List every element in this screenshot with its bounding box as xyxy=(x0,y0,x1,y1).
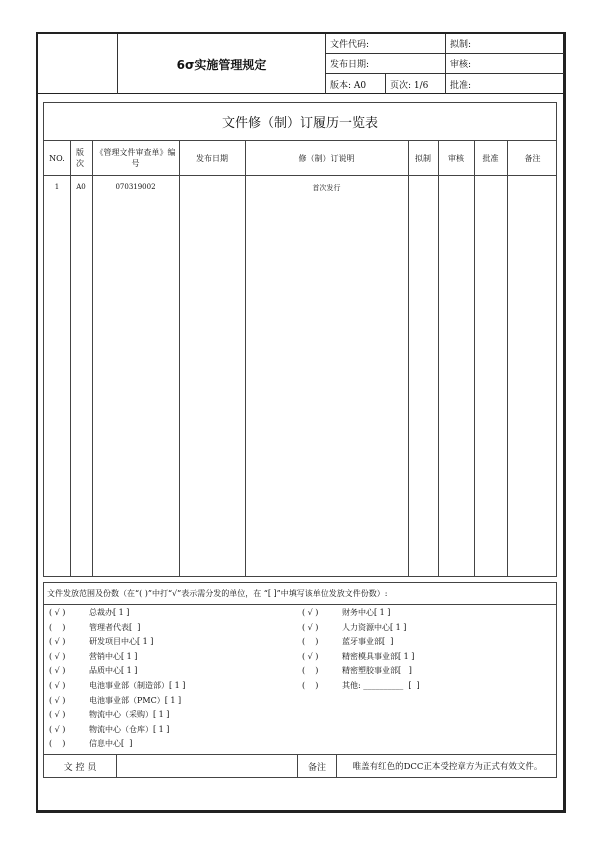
distribution-checkbox[interactable]: ( √ ) xyxy=(49,608,66,617)
distribution-unit: 电池事业部（PMC）[ 1 ] xyxy=(89,695,182,705)
distribution-checkbox[interactable]: ( ) xyxy=(302,666,319,676)
distribution-checkbox[interactable]: ( √ ) xyxy=(49,724,66,734)
col-approved: 批准 xyxy=(482,153,499,163)
distribution-unit: 管理者代表[ ] xyxy=(89,622,141,632)
revision-table-title: 文件修（制）订履历一览表 xyxy=(44,103,556,141)
distribution-section xyxy=(43,582,557,778)
col-no: NO. xyxy=(49,153,65,163)
distribution-checkbox[interactable]: ( ) xyxy=(49,622,66,632)
col-drafted: 拟制 xyxy=(415,153,431,163)
remark-text: 唯盖有红色的DCC正本受控章方为正式有效文件。 xyxy=(336,755,558,777)
issue-date: 发布日期: xyxy=(326,54,446,74)
drafted-by: 拟制: xyxy=(446,34,564,54)
distribution-unit: 精密塑胶事业部[ ] xyxy=(342,666,412,676)
distribution-checkbox[interactable]: ( √ ) xyxy=(49,695,66,705)
row-number: 070319002 xyxy=(115,183,156,191)
distribution-checkbox[interactable]: ( √ ) xyxy=(49,681,66,690)
distribution-checkbox[interactable]: ( √ ) xyxy=(302,608,319,617)
distribution-checkbox[interactable]: ( √ ) xyxy=(49,710,66,720)
distribution-unit: 研发项目中心[ 1 ] xyxy=(89,637,154,647)
row-no: 1 xyxy=(54,183,60,191)
distribution-unit: 营销中心[ 1 ] xyxy=(89,651,138,661)
distribution-checkbox[interactable]: ( √ ) xyxy=(49,651,66,661)
distribution-unit: 电池事业部（制造部）[ 1 ] xyxy=(89,681,186,690)
distribution-checkbox[interactable]: ( ) xyxy=(302,637,319,647)
distribution-checkbox[interactable]: ( √ ) xyxy=(49,637,66,647)
col-reviewed: 审核 xyxy=(448,153,464,163)
page-number: 页次: 1/6 xyxy=(386,74,446,94)
clerk-value xyxy=(116,755,297,777)
clerk-label: 文 控 员 xyxy=(63,762,97,773)
distribution-unit: 其他: __________ [ ] xyxy=(342,681,420,690)
col-issue-date: 发布日期 xyxy=(196,153,228,163)
footer-row xyxy=(44,754,556,777)
distribution-checkbox[interactable]: ( ) xyxy=(302,681,319,690)
col-review-number: 《管理文件审查单》编号 xyxy=(95,148,176,168)
distribution-checkbox[interactable]: ( ) xyxy=(49,739,66,749)
row-version: A0 xyxy=(76,183,86,191)
distribution-unit: 人力资源中心[ 1 ] xyxy=(342,622,407,632)
col-version: 版次 xyxy=(76,148,84,168)
logo-area xyxy=(38,34,118,94)
revision-history-table xyxy=(43,102,557,577)
distribution-instruction: 文件发放范围及份数（在“( )”中打“√”表示需分发的单位，在 “[ ]”中填写该单位发放文件份数）: xyxy=(44,583,556,605)
version: 版本: A0 xyxy=(326,74,386,94)
col-description: 修（制）订说明 xyxy=(298,153,355,163)
distribution-unit: 物流中心（采购）[ 1 ] xyxy=(89,710,170,720)
distribution-checkbox[interactable]: ( √ ) xyxy=(302,651,319,661)
document-header xyxy=(38,34,564,94)
row-description: 首次发行 xyxy=(312,184,341,192)
document-title: 6σ实施管理规定 xyxy=(118,34,326,94)
distribution-unit: 信息中心[ ] xyxy=(89,739,133,749)
distribution-checkbox[interactable]: ( √ ) xyxy=(302,622,319,632)
distribution-unit: 总裁办[ 1 ] xyxy=(89,608,130,617)
distribution-unit: 财务中心[ 1 ] xyxy=(342,608,391,617)
distribution-unit: 精密模具事业部[ 1 ] xyxy=(342,651,415,661)
distribution-unit: 品质中心[ 1 ] xyxy=(89,666,138,676)
reviewed-by: 审核: xyxy=(446,54,564,74)
distribution-unit: 蓝牙事业部[ ] xyxy=(342,637,394,647)
distribution-checkbox[interactable]: ( √ ) xyxy=(49,666,66,676)
remark-label: 备注 xyxy=(297,755,336,777)
col-remark: 备注 xyxy=(524,153,541,163)
approved-by: 批准: xyxy=(450,80,472,91)
doc-code: 文件代码: xyxy=(326,34,446,54)
distribution-unit: 物流中心（仓库）[ 1 ] xyxy=(89,724,170,734)
